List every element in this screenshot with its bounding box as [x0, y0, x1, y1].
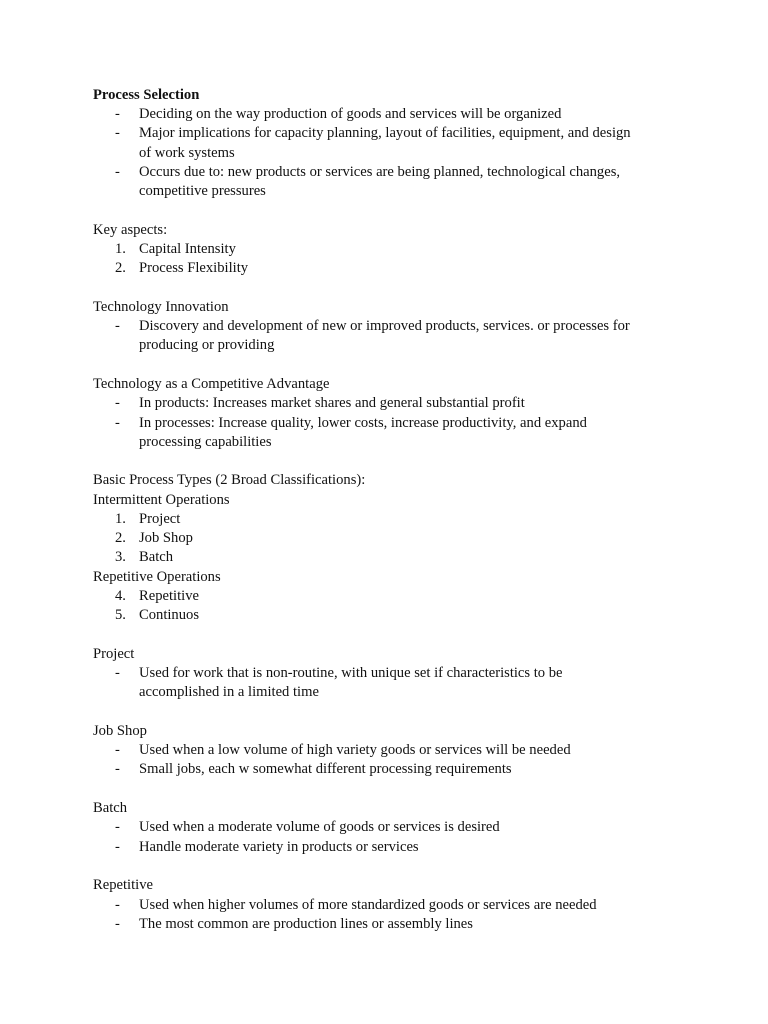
bullet-text: Discovery and development of new or improved products, services. or processes for: [139, 318, 630, 334]
subsection-heading: Repetitive Operations: [93, 569, 221, 585]
list-number: 2.: [115, 260, 126, 276]
bullet-text: Handle moderate variety in products or services: [139, 839, 419, 855]
section-heading: Technology as a Competitive Advantage: [93, 376, 330, 392]
list-item: Continuos: [139, 607, 200, 623]
subsection-heading: Intermittent Operations: [93, 492, 230, 508]
list-number: 5.: [115, 607, 126, 623]
bullet-dash: -: [115, 164, 120, 180]
bullet-text-continued: competitive pressures: [139, 183, 266, 199]
page-title: Process Selection: [93, 87, 200, 103]
bullet-dash: -: [115, 839, 120, 855]
list-item: Job Shop: [139, 530, 193, 546]
bullet-text: Deciding on the way production of goods and services will be organized: [139, 106, 562, 122]
bullet-dash: -: [115, 742, 120, 758]
bullet-text-continued: of work systems: [139, 145, 235, 161]
list-number: 1.: [115, 511, 126, 527]
bullet-dash: -: [115, 415, 120, 431]
list-item: Batch: [139, 549, 174, 565]
list-item: Process Flexibility: [139, 260, 249, 276]
list-item: Capital Intensity: [139, 241, 236, 257]
bullet-text: Occurs due to: new products or services are being planned, technological changes,: [139, 164, 621, 180]
bullet-text: Small jobs, each w somewhat different processing requirements: [139, 761, 512, 777]
bullet-dash: -: [115, 318, 120, 334]
bullet-text: Used when higher volumes of more standardized goods or services are needed: [139, 897, 597, 913]
bullet-text: Used when a low volume of high variety goods or services will be needed: [139, 742, 571, 758]
bullet-text-continued: producing or providing: [139, 337, 275, 353]
bullet-dash: -: [115, 819, 120, 835]
section-heading: Basic Process Types (2 Broad Classifications):: [93, 472, 366, 488]
bullet-dash: -: [115, 897, 120, 913]
section-heading: Repetitive: [93, 877, 153, 893]
bullet-dash: -: [115, 106, 120, 122]
list-number: 3.: [115, 549, 126, 565]
bullet-dash: -: [115, 665, 120, 681]
list-number: 4.: [115, 588, 126, 604]
bullet-dash: -: [115, 916, 120, 932]
bullet-dash: -: [115, 125, 120, 141]
list-item: Repetitive: [139, 588, 199, 604]
bullet-dash: -: [115, 395, 120, 411]
bullet-text-continued: processing capabilities: [139, 434, 272, 450]
bullet-text: Used when a moderate volume of goods or services is desired: [139, 819, 500, 835]
bullet-dash: -: [115, 761, 120, 777]
section-heading: Batch: [93, 800, 128, 816]
bullet-text: In processes: Increase quality, lower costs, increase productivity, and expand: [139, 415, 587, 431]
section-heading: Job Shop: [93, 723, 147, 739]
list-item: Project: [139, 511, 181, 527]
section-heading: Key aspects:: [93, 222, 168, 238]
section-heading: Technology Innovation: [93, 299, 229, 315]
bullet-text: The most common are production lines or assembly lines: [139, 916, 473, 932]
section-heading: Project: [93, 646, 135, 662]
bullet-text: In products: Increases market shares and general substantial profit: [139, 395, 525, 411]
bullet-text: Used for work that is non-routine, with unique set if characteristics to be: [139, 665, 563, 681]
bullet-text: Major implications for capacity planning, layout of facilities, equipment, and design: [139, 125, 631, 141]
bullet-text-continued: accomplished in a limited time: [139, 684, 319, 700]
list-number: 1.: [115, 241, 126, 257]
list-number: 2.: [115, 530, 126, 546]
